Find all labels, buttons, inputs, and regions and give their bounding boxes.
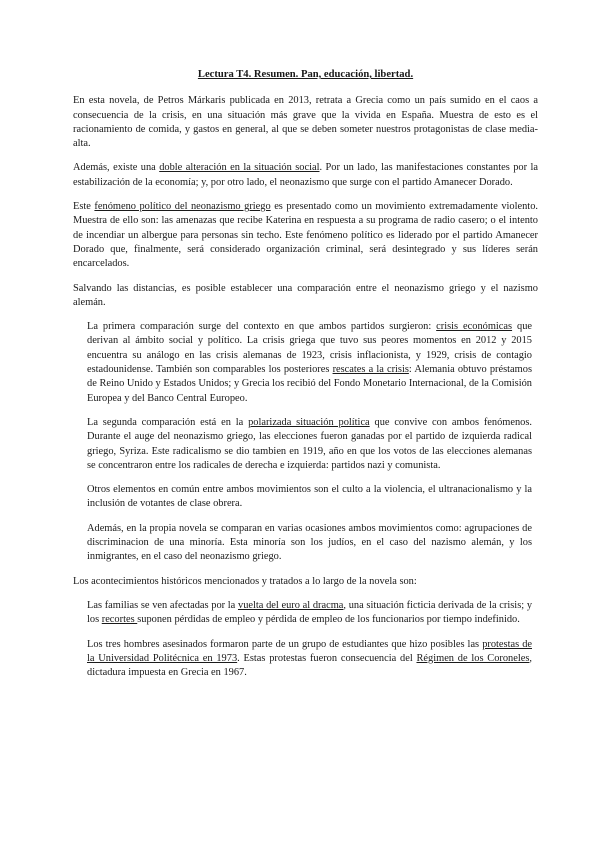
text-run: Este (73, 201, 95, 213)
paragraph-common-elements: Otros elementos en común entre ambos movimientos son el culto a la violencia, el ultranacionalismo y la inclusión de votantes de clase obrera. (87, 484, 532, 510)
paragraph-drachma (87, 599, 532, 628)
text-run: Las familias se ven afectadas por la (87, 599, 238, 611)
text-run: es presentado como un movimiento extremadamente violento. Muestra de ello son: las amenazas que recibe Katerina en respuesta a su programa de radio casero; o el intento de incendiar un albergue para personas sin techo. Este fenómeno político es liderado por el partido Amanecer Dorado que, finalmente, será considerado organización criminal, será desintegrado y sus líderes serán encarcelados. (73, 201, 538, 270)
paragraph-intro: En esta novela, de Petros Márkaris publicada en 2013, retrata a Grecia como un país sumido en el caos a consecuencia de la crisis, en una situación más grave que la vivida en España. Muestra de esto es el racionamiento de comida, y gastos en general, al que se deben someter nuestros protagonistas de clase media-alta. (73, 95, 538, 150)
underlined-term: fenómeno político del neonazismo griego (94, 201, 271, 213)
paragraph-neonazism (73, 200, 538, 271)
text-run: . Estas protestas fueron consecuencia del (237, 652, 417, 664)
text-run: que convive con ambos fenómenos. Durante el auge del neonazismo griego, las elecciones fueron ganadas por el partido de izquierda radical griego, Syriza. Este radicalismo se dio tambien en 1919, año en que los votos de las elecciones alemanas se concentraron entre los radicales de derecha e izquierda: partidos nazi y comunista. (87, 416, 533, 471)
underlined-term: Régimen de los Coroneles (416, 652, 530, 664)
text-run: que derivan al ámbito social y político. La crisis griega que tuvo sus peores momentos en 2012 y 2015 encuentra su análogo en las crisis alemanas de 1923, crisis inflacionista, y 1929, crisis de contagio estadounidense. También son comparables los posteriores (87, 321, 532, 376)
underlined-term: crisis económicas (436, 321, 513, 333)
text-run: La primera comparación surge del contexto en que ambos partidos surgieron: (87, 321, 437, 333)
document-title: Lectura T4. Resumen. Pan, educación, libertad. (197, 69, 414, 80)
text-run: Además, existe una (73, 162, 160, 174)
underlined-term: polarizada situación política (248, 416, 370, 428)
text-run: : Alemania obtuvo préstamos de Reino Unido y Estados Unidos; y Grecia los recibió del Fondo Monetario Internacional, de la Comisión Europea y del Banco Central Europeo. (87, 364, 532, 404)
paragraph-minority: Además, en la propia novela se comparan en varias ocasiones ambos movimientos como: agrupaciones de discriminacion de una minoría. Esta minoría son los judíos, en el caso del nazismo alemán, y los inmigrantes, en el caso del neonazismo griego. (87, 522, 532, 563)
paragraph-second-comparison (87, 416, 532, 473)
paragraph-comparison-intro: Salvando las distancias, es posible establecer una comparación entre el neonazismo griego y el nazismo alemán. (73, 282, 538, 308)
text-run: . Por un lado, las manifestaciones constantes por la estabilización de la economía; y, por otro lado, el neonazismo que surge con el partido Amanecer Dorado. (73, 162, 538, 188)
text-run: suponen pérdidas de empleo y pérdida de empleo de los funcionarios por tiempo indefinido. (137, 614, 520, 626)
text-run: La segunda comparación está en la (87, 416, 249, 428)
underlined-term: rescates a la crisis (332, 364, 409, 376)
paragraph-historical-events-intro: Los acontecimientos históricos mencionados y tratados a lo largo de la novela son: (73, 575, 417, 587)
underlined-term: vuelta del euro al dracma (238, 599, 344, 611)
paragraph-polytechnic (87, 638, 532, 681)
paragraph-first-comparison (87, 320, 532, 406)
underlined-term: recortes (101, 614, 138, 626)
text-run: Los tres hombres asesinados formaron parte de un grupo de estudiantes que hizo posibles las (87, 638, 483, 650)
underlined-term: doble alteración en la situación social (159, 162, 320, 174)
paragraph-social-alteration (73, 161, 538, 190)
text-run: , dictadura impuesta en Grecia en 1967. (87, 652, 533, 679)
text-run: , una situación ficticia derivada de la crisis; y los (87, 599, 533, 626)
underlined-term: protestas de la Universidad Politécnica en 1973 (87, 638, 532, 664)
